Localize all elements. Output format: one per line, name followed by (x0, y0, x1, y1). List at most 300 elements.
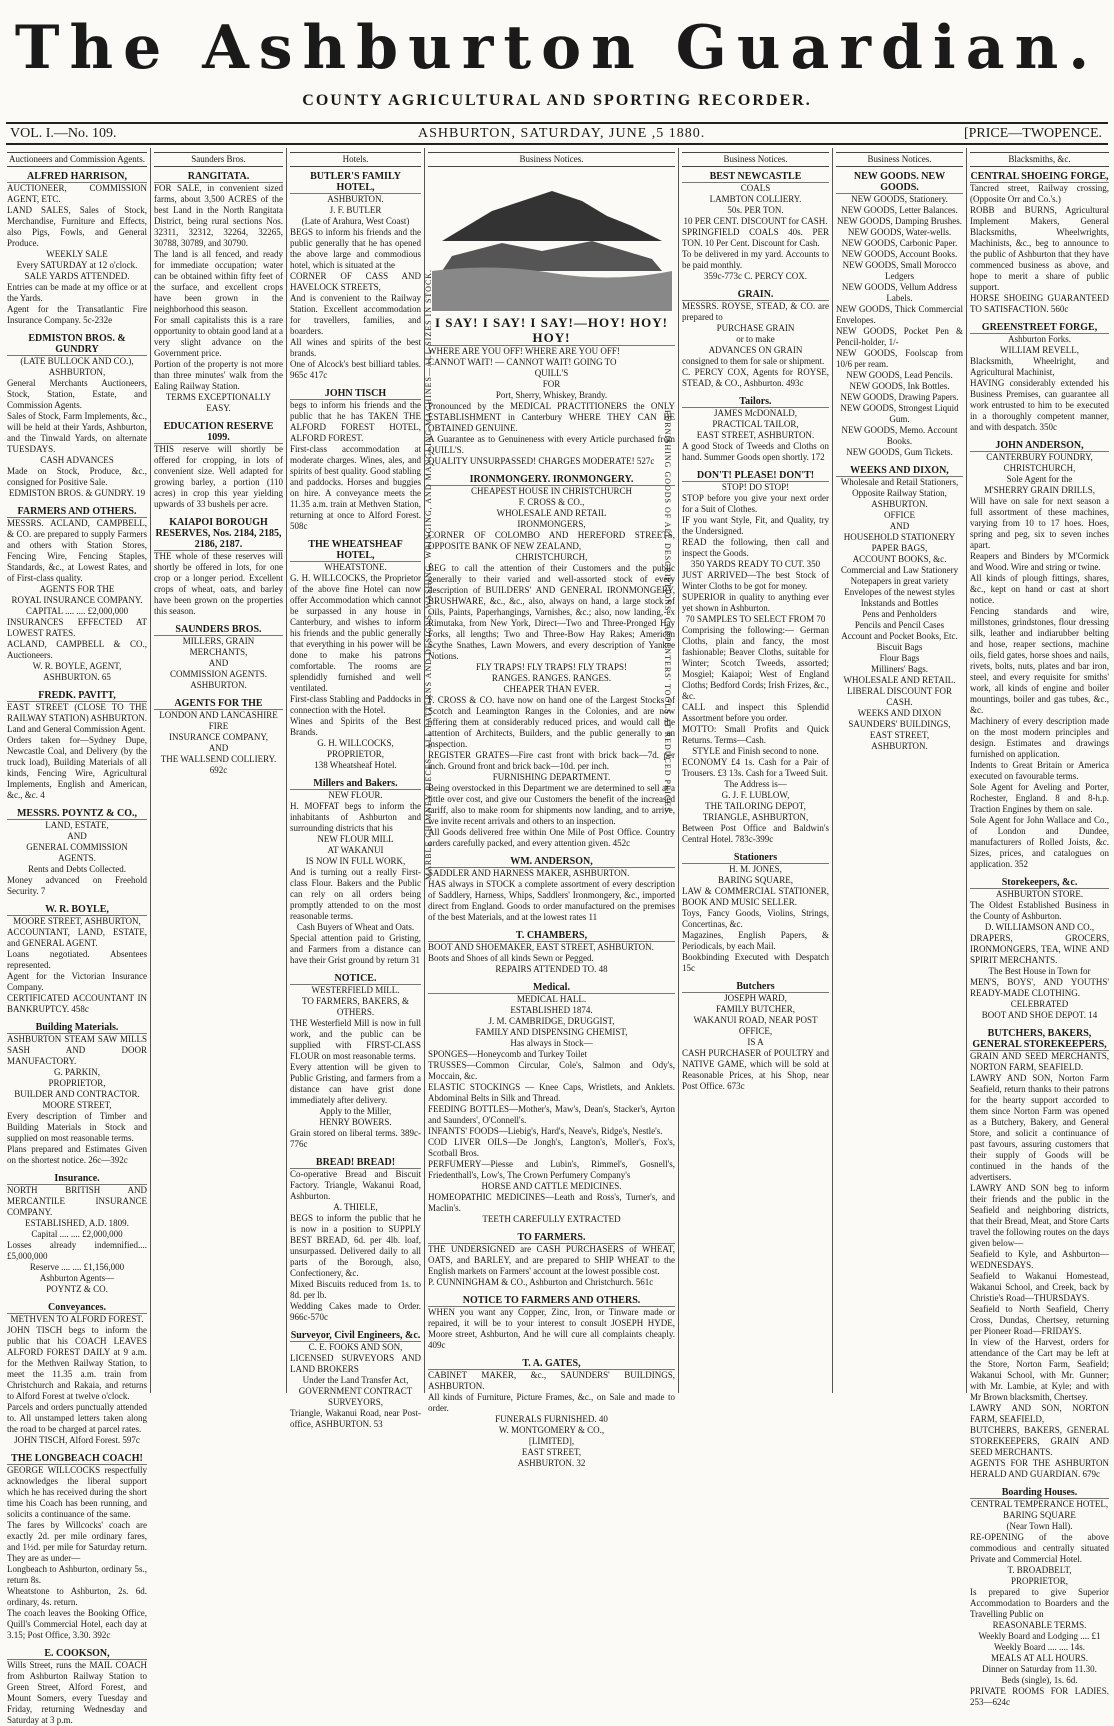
ad-line: PAPER BAGS, (871, 543, 928, 553)
ad-line: Inkstands and Bottles (860, 598, 939, 608)
ad-line: COD LIVER OILS—De Jongh's, Langton's, Moller's, Fox's, Scotball Bros. (428, 1137, 675, 1158)
ad-line: QUALITY UNSURPASSED! CHARGES MODERATE! 527c (428, 456, 655, 466)
ad-line: Sole Agent for the (1006, 474, 1073, 484)
ad-line: 70 SAMPLES TO SELECT FROM 70 (685, 614, 826, 624)
ad-line: Envelopes of the newest styles (844, 587, 955, 597)
ad-line: J. M. CAMBRIDGE, DRUGGIST, (488, 1016, 615, 1026)
ad-line: FAMILY BUTCHER, (715, 1004, 796, 1014)
ad-line: BOOT AND SHOEMAKER, EAST STREET, ASHBURTON. (428, 942, 654, 952)
ad-line: IRONMONGERS, (517, 519, 586, 529)
advertisement (290, 1157, 421, 1323)
ad-line: CANTERBURY FOUNDRY, CHRISTCHURCH, (986, 452, 1093, 473)
ad-line: JUST ARRIVED—The best Stock of Winter Cloths to be got for money. (682, 570, 829, 591)
advertisement (836, 465, 963, 752)
ad-line: IF you want Style, Fit, and Quality, try the Undersigned. (682, 515, 829, 536)
ad-line: Boots and Shoes of all kinds Sewn or Pegged. (428, 953, 594, 963)
ad-line: AND (67, 831, 87, 841)
ad-line: ACCOUNT BOOKS, &c. (852, 554, 947, 564)
ad-line: METHVEN TO ALFORD FOREST. (10, 1314, 144, 1324)
ad-line: NORTH BRITISH AND MERCANTILE INSURANCE COMPANY. (7, 1185, 147, 1217)
ad-line: A. THIELE, (333, 1202, 378, 1212)
ad-title: NEW GOODS. NEW GOODS. (853, 171, 946, 193)
ad-line: ASHBURTON. (871, 499, 928, 509)
advertisement (428, 1295, 675, 1351)
ad-line: Has always in Stock— (510, 1038, 593, 1048)
ad-line: Opposite Railway Station, (852, 488, 947, 498)
ad-line: F. CROSS & CO., (518, 497, 585, 507)
ad-line: Money advanced on Freehold Security. 7 (7, 875, 147, 896)
advertisement (290, 539, 421, 771)
ad-line: Ashburton Forks. (1007, 334, 1071, 344)
ad-line: FURNISHING DEPARTMENT. (492, 772, 611, 782)
ad-line: HENRY BOWERS. (319, 1117, 392, 1127)
ad-line: G. J. F. LUBLOW, (721, 790, 790, 800)
ad-title: TO FARMERS. (517, 1232, 586, 1243)
ad-line: ECONOMY £4 1s. Cash for a Pair of Trousers. £3 13s. Cash for a Tweed Suit. (682, 757, 829, 778)
ad-line: ASHBURTON STEAM SAW MILLS SASH AND DOOR MANUFACTORY. (7, 1034, 147, 1066)
ad-line: For small capitalists this is a rare opportunity to obtain good land at a very slight advance on the Government price. (154, 315, 283, 358)
column-2 (150, 148, 286, 1393)
ad-line: Apply to the Miller, (319, 1106, 392, 1116)
ad-line: THE UNDERSIGNED are CASH PURCHASERS of WHEAT, OATS, and BARLEY, and are prepared to SHIP WHEAT to the English markets on Farmers' account at the lowest possible cost. (428, 1244, 675, 1276)
ad-line: The coach leaves the Booking Office, Quill's Commercial Hotel, each day at 3.15; Post Office, 3.30. 392c (7, 1608, 147, 1640)
ad-line: FOR SALE, in convenient sized farms, about 3,500 ACRES of the best Land in the North Rangitata District, being rural sections Nos. 32311, 32312, 32264, 32265, 30788, 30789, and 30790. (154, 183, 283, 248)
ad-line: COMMISSION AGENTS. (169, 669, 267, 679)
advertisement (682, 289, 829, 389)
ad-line: BEG to call the attention of their Customers and the public generally to their varied and well-assorted stock of every description of BUILDERS' AND GENERAL IRONMONGERY, BRUSHWARE, &c., &c., also, always on hand, a large stock of Oils, Paints, Paperhangings, Varnishes, &c.; also, now landing, ex Rimutaka, from New York, Direct—Two and Three-Pronged Hay Forks, all lengths; Two and Three-Bow Hay Rakes; American Scythe Snathes, Lawn Mowers, and every description of Yankee Notions. (428, 563, 675, 661)
column-5 (678, 148, 832, 1393)
ad-title: Stationers (733, 852, 778, 863)
ad-line: LIBERAL DISCOUNT FOR CASH. (846, 686, 952, 707)
ad-line: FLY TRAPS! FLY TRAPS! FLY TRAPS! (475, 662, 628, 672)
ad-line: Wheatstone to Ashburton, 2s. 6d. ordinary, 4s. return. (7, 1586, 147, 1607)
ad-line: Indents to Great Britain or America executed on favourable terms. (970, 760, 1109, 781)
issue-date: ASHBURTON, SATURDAY, JUNE ,5 1880. (418, 126, 706, 141)
ad-line: ASHBURTON. (871, 741, 928, 751)
ad-line: Sales of Stock, Farm Implements, &c., will be held at their Yards, Ashburton, and the Tinwald Yards, on alternate TUESDAYS. (7, 411, 147, 454)
ad-line: A Guarantee as to Genuineness with every Article purchased from QUILL'S. (428, 434, 675, 455)
ad-line: First-class accommodation at moderate charges. Wines, ales, and spirits of best quality. Good stabling and paddocks. Horses and buggies on hire. A conveyance meets the 11.35 a.m. train at Methven Station, returning at once to Alford Forest. 508c (290, 444, 421, 531)
ad-title: DON'T! PLEASE! DON'T! (696, 470, 815, 481)
ad-line: (LATE BULLOCK AND CO.), (20, 356, 134, 366)
ad-line: ASHBURTON STORE. (995, 889, 1084, 899)
ad-line: Wedding Cakes made to Order. 966c-570c (290, 1301, 421, 1322)
advertisement (290, 1330, 421, 1430)
advertisement (428, 1232, 675, 1288)
ad-line: T. BROADBELT, (1007, 1565, 1072, 1575)
ad-line: ACLAND, CAMPBELL & CO., Auctioneers. (7, 639, 147, 660)
ad-line: Will have on sale for next season a full assortment of these machines, varying from 10 to 17 hoes. Hoes, spring and peg, six to seven inches apart. (970, 496, 1109, 550)
advertisement (154, 421, 283, 510)
advertisement (428, 474, 675, 849)
ad-line: WILLIAM REVELL, (1000, 345, 1079, 355)
ad-line: CANNOT WAIT! — CANNOT WAIT! GOING TO (428, 357, 617, 367)
masthead (0, 0, 1114, 122)
ad-title: FARMERS AND OTHERS. (17, 506, 137, 517)
ad-line: NEW GOODS, Small Morocco Ledgers (842, 260, 957, 281)
newspaper-subtitle: COUNTY AGRICULTURAL AND SPORTING RECORDER. (302, 92, 812, 109)
ad-line: 50s. PER TON. (727, 205, 784, 215)
ad-title: EDMISTON BROS. & GUNDRY (28, 333, 126, 355)
ad-line: SUPERIOR in quality to anything ever yet shown in Ashburton. (682, 592, 829, 613)
advertisement (836, 171, 963, 458)
ad-line: D. WILLIAMSON AND CO., (984, 922, 1095, 932)
advertisement (682, 981, 829, 1092)
ad-line: G. PARKIN, (54, 1067, 100, 1077)
ad-line: Account and Pocket Books, Etc. (841, 631, 958, 641)
ad-line: Flour Bags (879, 653, 920, 663)
ad-line: Being overstocked in this Department we are determined to sell at a little over cost, and give our Customers the benefit of the increased tariff, also to make room for shipments now landing, and to arrive, we invite recent arrivals and others to an inspection. (428, 783, 675, 826)
ad-title: Boarding Houses. (1001, 1487, 1078, 1498)
ad-line: 350 YARDS READY TO CUT. 350 (690, 559, 821, 569)
ad-line: QUILL'S (534, 368, 569, 378)
ad-line: FEEDING BOTTLES—Mother's, Maw's, Dean's, Stacker's, Ayrton and Saunders', O'Connell's. (428, 1104, 675, 1125)
ad-title: Conveyances. (47, 1302, 107, 1313)
ad-line: PRIVATE ROOMS FOR LADIES. 253—624c (970, 1686, 1109, 1707)
ad-line: MEALS AT ALL HOURS. (990, 1653, 1088, 1663)
advertisement (428, 315, 675, 467)
ad-line: GENERAL COMMISSION AGENTS. (26, 842, 128, 863)
advertisement (7, 1022, 147, 1166)
ad-line: The Address is— (724, 779, 787, 789)
section-heading: Saunders Bros. (154, 152, 283, 167)
ad-line: G. H. WILLCOCKS, PROPRIETOR, (317, 738, 394, 759)
ad-line: consigned to them for sale or shipment. (682, 356, 825, 366)
ad-line: WAKANUI ROAD, NEAR POST OFFICE, (693, 1015, 818, 1036)
ad-line: ASHBURTON. 32 (517, 1458, 586, 1468)
ad-line: AND (208, 658, 229, 668)
ad-line: HOUSEHOLD STATIONERY (843, 532, 956, 542)
ad-line: THIS reserve will shortly be offered for cropping, in lots of convenient size. Well adapted for growing barley, a portion (110 acres) in crop this year yielding upwards of 33 bushels per acre. (154, 444, 283, 509)
ad-line: NEW GOODS, Damping Brushes. (836, 216, 963, 226)
ad-line: MOORE STREET, (42, 1100, 112, 1110)
advertisement (290, 973, 421, 1150)
ad-line: begs to inform his friends and the public that he has TAKEN THE ALFORD FOREST HOTEL, ALFORD FOREST. (290, 400, 421, 443)
ad-title: CENTRAL SHOEING FORGE, (970, 171, 1109, 182)
ad-line: FOR (542, 379, 561, 389)
ad-line: Ashburton Agents— (39, 1273, 115, 1283)
ad-line: NEW GOODS, Pocket Pen & Pencil-holder, 1/- (836, 326, 963, 347)
ad-line: THE TAILORING DEPOT, (705, 801, 806, 811)
section-heading: Hotels. (290, 152, 421, 167)
ad-line: MILLERS, GRAIN MERCHANTS, (182, 636, 255, 657)
ad-title: SAUNDERS BROS. (175, 624, 262, 635)
ad-line: Seafield to Wakanui Homestead, Wakanui School, and Creek, back by Christie's Road—THURSDAYS. (970, 1271, 1109, 1303)
column-3 (286, 148, 424, 1429)
ad-line: SPRINGFIELD COALS 40s. PER TON. 10 Per Cent. Discount for Cash. (682, 227, 829, 248)
column-6 (832, 148, 966, 1393)
ad-line: MEN'S, BOYS', AND YOUTHS' READY-MADE CLOTHING. (970, 977, 1109, 998)
ad-line: Notepapers in great variety (850, 576, 949, 586)
ad-line: CORNER OF CASS AND HAVELOCK STREETS, (290, 271, 421, 292)
ad-line: (Near Town Hall). (1006, 1521, 1073, 1531)
ad-line: Fencing standards and wire, millstones, grindstones, flour dressing silk, leather and indiarubber belting and hose, reaper sections, machine oils, field gates, horse shoes and nails, rivets, bolts, nuts, plates and bar iron, steel, and every requisite for smiths' work, all kinds of engine and boiler mountings, boiler and gas tubes, &c., &c. (970, 606, 1109, 715)
advertisement (682, 171, 829, 282)
ad-line: (Late of Arahura, West Coast) (301, 216, 410, 226)
ad-line: Orders taken for—Sydney Dupe, Newcastle Coal, and Delivery (by the truck load), Building Materials of all kinds, Fencing Wire, Agricultural Implements, English and American, &c., &c. 4 (7, 735, 147, 800)
ad-line: Is prepared to give Superior Accommodation to Boarders and the Travelling Public on (970, 1587, 1109, 1619)
ad-line: READ the following, then call and inspect the Goods. (682, 537, 829, 558)
advertisement (7, 1453, 147, 1641)
ad-line: NEW FLOUR MILL (317, 834, 394, 844)
ad-line: Mixed Biscuits reduced from 1s. to 8d. per lb. (290, 1279, 421, 1300)
ad-line: Wines and Spirits of the Best Brands. (290, 716, 421, 737)
ad-line: Longbeach to Ashburton, ordinary 5s., return 8s. (7, 1564, 147, 1585)
ad-line: HORSE SHOEING GUARANTEED TO SATISFACTION. 560c (970, 293, 1109, 314)
ad-line: Loans negotiated. Absentees represented. (7, 949, 147, 970)
volume-number: VOL. I.—No. 109. (10, 126, 117, 141)
ad-title: BREAD! BREAD! (315, 1157, 396, 1168)
ad-line: STOP! DO STOP! (721, 482, 790, 492)
ad-line: REASONABLE TERMS. (992, 1620, 1087, 1630)
ad-line: The Oldest Established Business in the County of Ashburton. (970, 900, 1109, 921)
ad-line: NEW FLOUR. (328, 790, 383, 800)
ad-line: ADVANCES ON GRAIN (708, 345, 803, 355)
ad-line: EAST STREET, (869, 730, 930, 740)
ad-line: IS NOW IN FULL WORK, (305, 856, 406, 866)
advertisement (290, 778, 421, 966)
ad-title: Millers and Bakers. (313, 778, 398, 789)
ad-line: SPONGES—Honeycomb and Turkey Toilet (428, 1049, 587, 1059)
newspaper-title: The Ashburton Guardian. (14, 13, 1100, 83)
ad-line: LAWRY AND SON, Norton Farm Seafield, return thanks to their patrons for the hearty support accorded to them since Norton Farm was opened as a Butchery, Bakery, and General Store, and solicit a continuance of past favours, assuring customers that their supply of Goods will be continued in the hands of the advertisers. (970, 1073, 1109, 1182)
ad-line: Comprising the following:— German Cloths, plain and fancy, the most fashionable; Beaver Cloths, suitable for Winter; Scotch Tweeds, assorted; Mosgiel; Kaiapoi; West of England Cloths; Bedford Cords; Irish Frizes, &c., &c. (682, 625, 829, 701)
ad-line: The Best House in Town for (988, 966, 1091, 976)
ad-line: Between Post Office and Baldwin's Central Hotel. 783c-399c (682, 823, 829, 844)
ad-line: GOVERNMENT CONTRACT SURVEYORS, (298, 1386, 413, 1407)
ad-line: JOHN TISCH, Alford Forest. 597c (14, 1435, 140, 1445)
ad-line: H. MOFFAT begs to inform the inhabitants of Ashburton and surrounding districts that his (290, 801, 421, 833)
ad-line: ROYAL INSURANCE COMPANY. (11, 595, 143, 605)
ad-title: WM. ANDERSON, (510, 856, 593, 867)
ad-line: And is convenient to the Railway Station. Excellent accommodation for travellers, families, and boarders. (290, 293, 421, 336)
ad-title: GRAIN. (737, 289, 774, 300)
ad-line: All kinds of Furniture, Picture Frames, &c., on Sale and made to order. (428, 1392, 675, 1413)
ad-line: CORNER OF COLOMBO AND HEREFORD STREETS, OPPOSITE BANK OF NEW ZEALAND, (428, 530, 675, 551)
ad-title: EDUCATION RESERVE 1099. (163, 421, 274, 443)
ad-title: KAIAPOI BOROUGH RESERVES, Nos. 2184, 2185, 2186, 2187. (155, 517, 282, 550)
column-4 (424, 148, 678, 1468)
ad-line: NEW GOODS, Lead Pencils. (846, 370, 953, 380)
ad-line: Toys, Fancy Goods, Violins, Strings, Concertinas, &c. (682, 908, 829, 929)
ad-line: WESTERFIELD MILL. (311, 985, 400, 995)
ad-line: HAVING considerably extended his Business Premises, can guarantee all work entrusted to him to be executed in a thoroughly competent manner, and with despatch. 350c (970, 378, 1109, 432)
ad-line: THE WALLSEND COLLIERY. 692c (160, 754, 277, 775)
ad-line: 359c-773c C. PERCY COX. (704, 271, 807, 281)
ad-line: Entries can be made at my office or at the Yards. (7, 282, 147, 303)
ad-line: DRAPERS, GROCERS, IRONMONGERS, TEA, WINE AND SPIRIT MERCHANTS. (970, 933, 1109, 965)
ad-line: Losses already indemnified.... £5,000,000 (7, 1240, 147, 1261)
ad-line: HOMEOPATHIC MEDICINES—Leath and Ross's, Turner's, and Maclin's. (428, 1192, 675, 1213)
ad-line: Cash Buyers of Wheat and Oats. (296, 922, 415, 932)
advertisement (970, 322, 1109, 433)
ad-line: COALS (740, 183, 771, 193)
ad-title: THE LONGBEACH COACH! (11, 1453, 143, 1464)
ad-line: TRUSSES—Common Circular, Cole's, Salmon and Ody's, Moccain, &c. (428, 1060, 675, 1081)
ad-line: SAUNDERS' BUILDINGS, (848, 719, 951, 729)
ad-line: Bookbinding Executed with Despatch 15c (682, 952, 829, 973)
advertisement (970, 440, 1109, 870)
ad-title: Butchers (736, 981, 775, 992)
ad-line: Weekly Board and Lodging .... £1 (978, 1631, 1101, 1641)
ad-title: Storekeepers, &c. (1001, 877, 1078, 888)
advertisement (290, 388, 421, 532)
ad-line: To be delivered in my yard. Accounts to be paid monthly. (682, 249, 829, 270)
ad-line: REPAIRS ATTENDED TO. 48 (495, 964, 608, 974)
ad-line: J. F. BUTLER (329, 205, 382, 215)
section-heading: Auctioneers and Commission Agents. (7, 152, 147, 167)
ad-line: CALL and inspect this Splendid Assortment before you order. (682, 702, 829, 723)
ad-line: EAST STREET, ASHBURTON. (696, 430, 815, 440)
ad-line: or to make (736, 334, 775, 344)
ad-line: LONDON AND LANCASHIRE FIRE (159, 710, 278, 731)
ad-line: ASHBURTON. (190, 680, 247, 690)
ad-line: PROPRIETOR, (48, 1078, 106, 1088)
ad-line: F. CROSS & CO. have now on hand one of the Largest Stocks of Scotch and Leamington Ranges in the Colonies, and are now offering them at considerably reduced prices, and would call the attention of Architects, Builders, and the public generally to an inspection. (428, 695, 675, 749)
ad-line: BOOT AND SHOE DEPOT. 14 (981, 1010, 1098, 1020)
ad-line: JOSEPH WARD, (724, 993, 787, 1003)
ad-line: LAW & COMMERCIAL STATIONER, BOOK AND MUSIC SELLER. (682, 886, 829, 907)
ad-line: WEEKS AND DIXON (857, 708, 942, 718)
ad-line: Under the Land Transfer Act, (302, 1375, 409, 1385)
ad-line: NEW GOODS, Account Books. (841, 249, 958, 259)
ad-line: BARING SQUARE (1003, 1510, 1076, 1520)
advertisement (154, 517, 283, 617)
ad-line: TRIANGLE, ASHBURTON, (702, 812, 809, 822)
ad-line: The land is all fenced, and ready for immediate occupation; water can be obtained within fifty feet of the surface, and excellent crops have been grown in the neighborhood this season. (154, 249, 283, 314)
ad-line: BUTCHERS, BAKERS, GENERAL STOREKEEPERS, GRAIN AND SEED MERCHANTS. (970, 1425, 1109, 1457)
ad-line: MOORE STREET, ASHBURTON, (13, 916, 141, 926)
ad-line: ELASTIC STOCKINGS — Knee Caps, Wristlets, and Anklets. Abdominal Belts in Silk and Thread. (428, 1082, 675, 1103)
advertisement (682, 470, 829, 845)
ad-line: CELEBRATED (1010, 999, 1069, 1009)
ad-line: CHEAPEST HOUSE IN CHRISTCHURCH (470, 486, 633, 496)
ad-title: T. CHAMBERS, (515, 930, 588, 941)
ad-line: STOP before you give your next order for a Suit of Clothes. (682, 493, 829, 514)
ad-line: C. PERCY COX, Agents for ROYSE, STEAD, & CO., Ashburton. 493c (682, 367, 829, 388)
ad-line: WHERE ARE YOU OFF! WHERE ARE YOU OFF! (428, 346, 620, 356)
ad-title: Medical. (533, 982, 570, 993)
ad-line: Sole Agent for Aveling and Porter, Rochester, England. 8 and 8-h.p. Traction Engines by them on sale. (970, 782, 1109, 814)
ad-line: Pronounced by the MEDICAL PRACTITIONERS the ONLY ESTABLISHMENT in Canterbury WHERE THEY CAN BE OBTAINED GENUINE. (428, 401, 675, 433)
advertisement (154, 171, 283, 414)
ad-line: Special attention paid to Gristing, and Farmers from a distance can have their Grist ground by return 31 (290, 933, 421, 965)
ad-line: Agent for the Victorian Insurance Company. (7, 971, 147, 992)
ad-line: All Goods delivered free within One Mile of Post Office. Country orders carefully packed, and every attention given. 452c (428, 827, 675, 848)
advertisement (7, 808, 147, 897)
ad-line: ROBB and BURNS, Agricultural Implement Makers, General Blacksmiths, Wheelwrights, Machinists, &c., beg to announce to the public of Ashburton that they have commenced business as above, and hope to merit a share of public support. (970, 205, 1109, 292)
advertisement (682, 852, 829, 974)
ad-line: Pens and Penholders (862, 609, 937, 619)
ad-line: NEW GOODS, Memo. Account Books. (841, 425, 958, 446)
ad-title: ALFRED HARRISON, (26, 171, 127, 182)
ad-line: CASH PURCHASER of POULTRY and NATIVE GAME, which will be sold at Reasonable Prices, at his Shop, near Post Office. 673c (682, 1048, 829, 1091)
ad-line: Magazines, English Papers, & Periodicals, by each Mail. (682, 930, 829, 951)
ad-title: JOHN TISCH (324, 388, 387, 399)
ad-line: THE Westerfield Mill is now in full work, and the public can be supplied with FIRST-CLASS FLOUR on most reasonable terms. (290, 1018, 421, 1061)
ad-title: Building Materials. (35, 1022, 119, 1033)
ad-line: JOHN TISCH begs to inform the public that his COACH LEAVES ALFORD FOREST DAILY at 9 a.m. for the Methven Railway Station, to meet the 11.35 a.m. train from Christchurch and Rakaia, and returns to Alford Forest at twelve o'clock. (7, 1325, 147, 1401)
advertisement (428, 856, 675, 923)
ad-line: CASH ADVANCES (40, 455, 114, 465)
ad-line: [LIMITED], (528, 1436, 575, 1446)
ad-line: TEETH CAREFULLY EXTRACTED (482, 1214, 621, 1224)
ad-line: All kinds of plough fittings, shares, &c., kept on hand or cast at short notice. (970, 573, 1109, 605)
section-heading: Business Notices. (428, 152, 675, 167)
ad-line: Seafield to North Seafield, Cherry Cross, Dundas, Chertsey, returning per Pioneer Road—FRIDAYS. (970, 1304, 1109, 1336)
ad-line: Weekly Board .... .... 14s. (993, 1642, 1085, 1652)
ad-line: TERMS EXCEPTIONALLY EASY. (165, 392, 272, 413)
ad-line: P. CUNNINGHAM & CO., Ashburton and Christchurch. 561c (428, 1277, 654, 1287)
vertical-side-text-left: MARBLE CHIMNEY PIECES—ALL PATTERNS AND DESIGNS, WASHING, WRINGING, AND MANGLING MACHINES—ALL SIZES IN STOCK. (424, 268, 433, 880)
ad-line: Every description of Timber and Building Materials in Stock and supplied on most reasonable terms. (7, 1111, 147, 1143)
ad-line: MESSRS. ACLAND, CAMPBELL, & CO. are prepared to supply Farmers and others with Station Stores, Fencing Wire, Fencing Staples, Standards, &c., at Lowest Rates, and of First-class quality. (7, 518, 147, 583)
advertisement (7, 690, 147, 801)
ad-line: JAMES McDONALD, (714, 408, 797, 418)
advertisement (970, 877, 1109, 1021)
ad-line: NEW GOODS, Letter Balances. (841, 205, 958, 215)
ad-line: NEW GOODS, Ink Bottles. (849, 381, 950, 391)
ad-line: IS A (747, 1037, 764, 1047)
ad-line: CHEAPER THAN EVER. (503, 684, 600, 694)
ad-line: EAST STREET (CLOSE TO THE RAILWAY STATION) ASHBURTON. (7, 702, 147, 723)
ad-title: T. A. GATES, (522, 1358, 581, 1369)
ad-line: Biscuit Bags (876, 642, 923, 652)
ad-title: BEST NEWCASTLE (709, 171, 802, 182)
issue-price: [PRICE—TWOPENCE. (963, 126, 1102, 141)
ad-line: BUILDER AND CONTRACTOR. (14, 1089, 140, 1099)
ad-line: GRAIN AND SEED MERCHANTS, NORTON FARM, SEAFIELD. (970, 1051, 1109, 1072)
ad-line: Wholesale and Retail Stationers, (840, 477, 959, 487)
column-1 (4, 148, 150, 1725)
ad-line: STYLE and Finish second to none. (692, 746, 819, 756)
ad-title: W. R. BOYLE, (45, 904, 109, 915)
advertisement (682, 396, 829, 463)
ad-line: AT WAKANUI (327, 845, 384, 855)
ad-line: AGENTS FOR THE ASHBURTON HERALD AND GUARDIAN. 679c (970, 1458, 1109, 1479)
ad-line: Triangle, Wakanui Road, near Post-office, ASHBURTON. 53 (290, 1408, 421, 1429)
ad-line: One of Alcock's best billiard tables. 965c 417c (290, 359, 421, 380)
ad-line: Made on Stock, Produce, &c., consigned for Positive Sale. (7, 466, 147, 487)
ad-line: HAS always in STOCK a complete assortment of every description of Saddlery, Harness, Whips, Saddlers' Ironmongery, &c., imported direct from England. Goods to order manufactured on the premises of the best Materials, and at the lowest rates 11 (428, 879, 675, 922)
ad-line: NEW GOODS, Thick Commercial Envelopes. (836, 304, 963, 325)
ad-line: FAMILY AND DISPENSING CHEMIST, (475, 1027, 628, 1037)
ad-line: Machinery of every description made on the most modern principles and design. Estimates and drawings furnished on application. (970, 716, 1109, 759)
ad-line: General Merchants Auctioneers, Stock, Station, Estate, and Commission Agents. (7, 378, 147, 410)
ad-line: AUCTIONEER, COMMISSION AGENT, ETC. (7, 183, 147, 204)
advertisement (970, 1028, 1109, 1480)
ad-line: W. R. BOYLE, AGENT, ASHBURTON. 65 (32, 661, 122, 682)
ad-title: THE WHEATSHEAF HOTEL, (308, 539, 403, 561)
ad-line: NEW GOODS, Vellum Address Labels. (841, 282, 958, 303)
ad-line: HORSE AND CATTLE MEDICINES. (481, 1181, 622, 1191)
ad-line: Every attention will be given to Public Gristing, and farmers from a distance can have grist done immediately after delivery. (290, 1062, 421, 1105)
ad-line: WHOLESALE AND RETAIL (496, 508, 607, 518)
ad-line: Pencils and Pencil Cases (854, 620, 945, 630)
ad-title: BUTCHERS, BAKERS, GENERAL STOREKEEPERS, (972, 1028, 1107, 1050)
ad-line: BEGS to inform his friends and the public generally that he has opened the above large and commodious hotel, which is situated at the (290, 227, 421, 270)
advertisement (428, 982, 675, 1225)
ad-line: CERTIFICATED ACCOUNTANT IN BANKRUPTCY. 458c (7, 993, 147, 1014)
ad-line: Agent for the Transatlantic Fire Insurance Company. 5c-232e (7, 304, 147, 325)
advertisement (7, 506, 147, 683)
ad-line: Rents and Debts Collected. (28, 864, 126, 874)
ad-line: SADDLER AND HARNESS MAKER, ASHBURTON. (428, 868, 630, 878)
ad-line: Wills Street, runs the MAIL COACH from Ashburton Railway Station to Green Street, Alford Forest, and Mount Somers, every Tuesday and Friday, returning Wednesday and Saturday at 3 p.m. (7, 1660, 147, 1725)
ad-line: 138 Wheatsheaf Hotel. (314, 760, 397, 770)
ad-line: MEDICAL HALL. (516, 994, 587, 1004)
ad-line: ESTABLISHED, A.D. 1809. (25, 1218, 129, 1228)
